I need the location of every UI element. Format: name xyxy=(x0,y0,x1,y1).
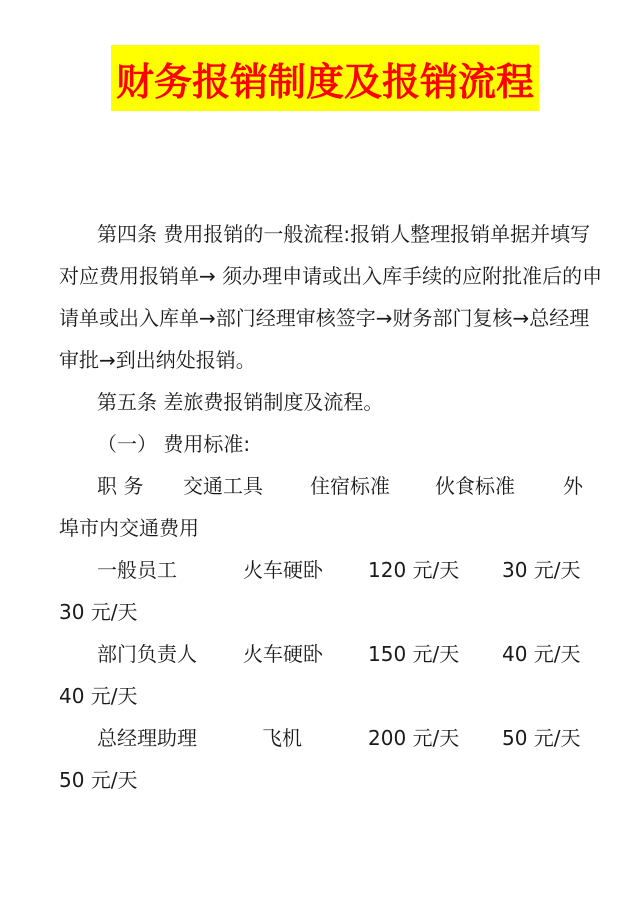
article4-line-1: 第四条 费用报销的一般流程:报销人整理报销单据并填写 xyxy=(97,222,591,246)
article5-heading: 第五条 差旅费报销制度及流程。 xyxy=(97,390,384,414)
row-transport: 飞机 xyxy=(262,726,302,750)
header-lodging: 住宿标准 xyxy=(310,474,390,498)
header-role: 职 务 xyxy=(97,474,144,498)
row-meals: 30 元/天 xyxy=(502,558,581,582)
row-lodging: 120 元/天 xyxy=(368,558,460,582)
article5-subheading: （一） 费用标准: xyxy=(97,432,251,456)
row-lodging: 150 元/天 xyxy=(368,642,460,666)
row-local: 50 元/天 xyxy=(59,768,138,792)
row-lodging: 200 元/天 xyxy=(368,726,460,750)
row-local: 30 元/天 xyxy=(59,600,138,624)
header-transport: 交通工具 xyxy=(183,474,263,498)
document-title-banner xyxy=(111,45,539,111)
row-role: 一般员工 xyxy=(97,558,177,582)
article4-line-4: 审批→到出纳处报销。 xyxy=(59,348,256,372)
header-local-part1: 外 xyxy=(563,474,583,498)
row-transport: 火车硬卧 xyxy=(243,642,323,666)
article4-line-2: 对应费用报销单→ 须办理申请或出入库手续的应附批准后的申 xyxy=(59,264,603,288)
row-role: 部门负责人 xyxy=(97,642,197,666)
row-local: 40 元/天 xyxy=(59,684,138,708)
row-meals: 40 元/天 xyxy=(502,642,581,666)
document-title: 财务报销制度及报销流程 xyxy=(115,59,534,104)
header-meals: 伙食标准 xyxy=(435,474,515,498)
row-transport: 火车硬卧 xyxy=(243,558,323,582)
article4-line-3: 请单或出入库单→部门经理审核签字→财务部门复核→总经理 xyxy=(59,306,590,330)
row-role: 总经理助理 xyxy=(97,726,197,750)
row-meals: 50 元/天 xyxy=(502,726,581,750)
header-local-part2: 埠市内交通费用 xyxy=(59,516,199,540)
